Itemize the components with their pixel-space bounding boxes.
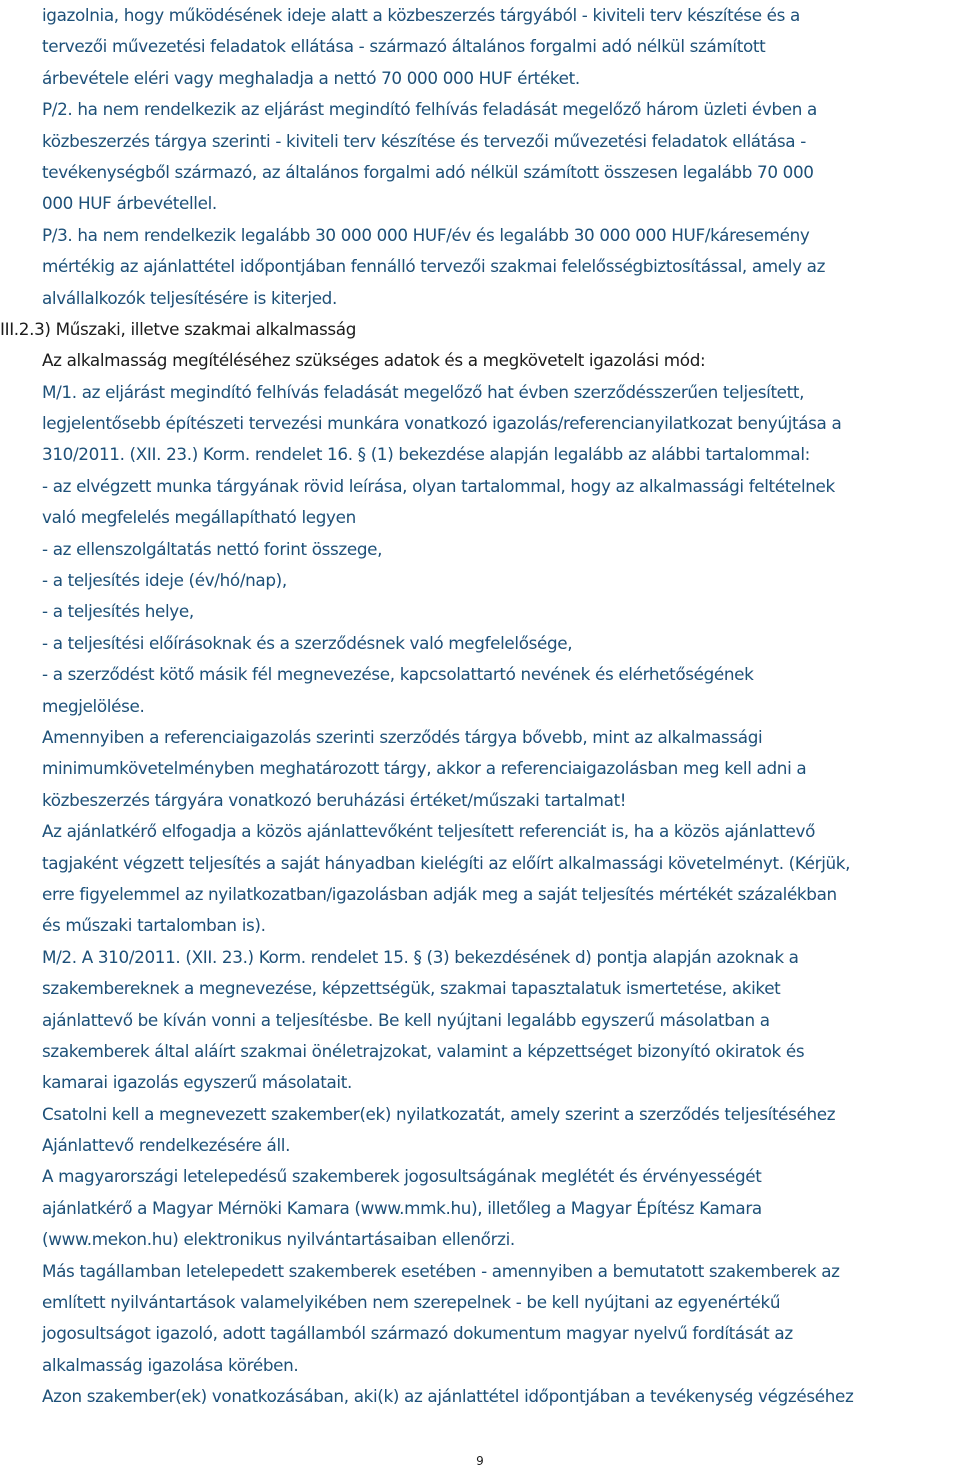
text-line: A magyarországi letelepedésű szakemberek jogosultságának meglétét és érvényességét [42, 1166, 762, 1187]
text-line: minimumkövetelményben meghatározott tárgy, akkor a referenciaigazolásban meg kell adni a [42, 758, 807, 779]
text-line: M/1. az eljárást megindító felhívás feladását megelőző hat évben szerződésszerűen teljesített, [42, 381, 805, 402]
text-line: - az ellenszolgáltatás nettó forint összege, [42, 538, 383, 559]
text-line: ajánlattevő be kíván vonni a teljesítésbe. Be kell nyújtani legalább egyszerű másolatban a [42, 1009, 770, 1030]
text-line: mértékig az ajánlattétel időpontjában fennálló tervezői szakmai felelősségbiztosítással, amely az [42, 256, 826, 277]
text-line: Más tagállamban letelepedett szakemberek esetében - amennyiben a bemutatott szakemberek az [42, 1260, 840, 1281]
section-subheading: Az alkalmasság megítéléséhez szükséges adatok és a megkövetelt igazolási mód: [42, 350, 706, 371]
text-line: Csatolni kell a megnevezett szakember(ek) nyilatkozatát, amely szerint a szerződés teljesítéséhez [42, 1103, 836, 1124]
text-line: - a teljesítés helye, [42, 601, 194, 622]
text-line: említett nyilvántartások valamelyikében nem szerepelnek - be kell nyújtani az egyenértékű [42, 1292, 781, 1313]
text-line: - a teljesítés ideje (év/hó/nap), [42, 570, 287, 591]
text-line: szakemberek által aláírt szakmai önéletrajzokat, valamint a képzettséget bizonyító okiratok és [42, 1040, 805, 1061]
section-heading: III.2.3) Műszaki, illetve szakmai alkalmasság [0, 318, 357, 339]
text-line: kamarai igazolás egyszerű másolatait. [42, 1072, 352, 1093]
text-line: és műszaki tartalomban is). [42, 915, 266, 936]
text-line: közbeszerzés tárgya szerinti - kiviteli terv készítése és tervezői művezetési feladatok ellátása - [42, 130, 806, 151]
text-line: közbeszerzés tárgyára vonatkozó beruházási értéket/műszaki tartalmat! [42, 789, 627, 810]
text-line: megjelölése. [42, 695, 145, 716]
text-line: erre figyelemmel az nyilatkozatban/igazolásban adják meg a saját teljesítés mértékét százalékban [42, 883, 837, 904]
text-line: P/3. ha nem rendelkezik legalább 30 000 000 HUF/év és legalább 30 000 000 HUF/káresemény [42, 224, 810, 245]
text-line: legjelentősebb építészeti tervezési munkára vonatkozó igazolás/referencianyilatkozat benyújtása a [42, 413, 842, 434]
text-line: tagjaként végzett teljesítés a saját hányadban kielégíti az előírt alkalmassági követelményt. (Kérjük, [42, 852, 851, 873]
text-line: tervezői művezetési feladatok ellátása - származó általános forgalmi adó nélkül számított [42, 36, 766, 57]
text-line: Azon szakember(ek) vonatkozásában, aki(k) az ajánlattétel időpontjában a tevékenység végzéséhez [42, 1386, 854, 1407]
text-line: jogosultságot igazoló, adott tagállamból származó dokumentum magyar nyelvű fordítását az [42, 1323, 793, 1344]
text-line: alvállalkozók teljesítésére is kiterjed. [42, 287, 337, 308]
text-line: (www.mekon.hu) elektronikus nyilvántartásaiban ellenőrzi. [42, 1229, 515, 1250]
text-line [42, 1413, 954, 1444]
text-line: 000 HUF árbevétellel. [42, 193, 217, 214]
text-line: M/2. A 310/2011. (XII. 23.) Korm. rendelet 15. § (3) bekezdésének d) pontja alapján azoknak a [42, 946, 799, 967]
text-line: tevékenységből származó, az általános forgalmi adó nélkül számított összesen legalább 70 000 [42, 161, 814, 182]
text-line: alkalmasság igazolása körében. [42, 1354, 299, 1375]
text-line: igazolnia, hogy működésének ideje alatt a közbeszerzés tárgyából - kiviteli terv készítése és a [42, 5, 800, 25]
text-line: árbevétele eléri vagy meghaladja a nettó 70 000 000 HUF értéket. [42, 67, 580, 88]
text-line: Az ajánlatkérő elfogadja a közös ajánlattevőként teljesített referenciát is, ha a közös ajánlattevő [42, 821, 815, 842]
text-line: Amennyiben a referenciaigazolás szerinti szerződés tárgya bővebb, mint az alkalmassági [42, 726, 763, 747]
text-line: való megfelelés megállapítható legyen [42, 507, 356, 528]
text-line: - a szerződést kötő másik fél megnevezése, kapcsolattartó nevének és elérhetőségének [42, 664, 754, 685]
text-line: 310/2011. (XII. 23.) Korm. rendelet 16. § (1) bekezdése alapján legalább az alábbi tartalommal: [42, 444, 810, 465]
text-line: - az elvégzett munka tárgyának rövid leírása, olyan tartalommal, hogy az alkalmassági feltételnek [42, 475, 835, 496]
text-line: Ajánlattevő rendelkezésére áll. [42, 1135, 291, 1156]
text-line: ajánlatkérő a Magyar Mérnöki Kamara (www.mmk.hu), illetőleg a Magyar Építész Kamara [42, 1197, 762, 1218]
text-line: P/2. ha nem rendelkezik az eljárást megindító felhívás feladását megelőző három üzleti évben a [42, 99, 817, 120]
page-number: 9 [476, 1454, 484, 1468]
text-line: - a teljesítési előírásoknak és a szerződésnek való megfelelősége, [42, 632, 573, 653]
text-line: szakembereknek a megnevezése, képzettségük, szakmai tapasztalatuk ismertetése, akiket [42, 978, 781, 999]
